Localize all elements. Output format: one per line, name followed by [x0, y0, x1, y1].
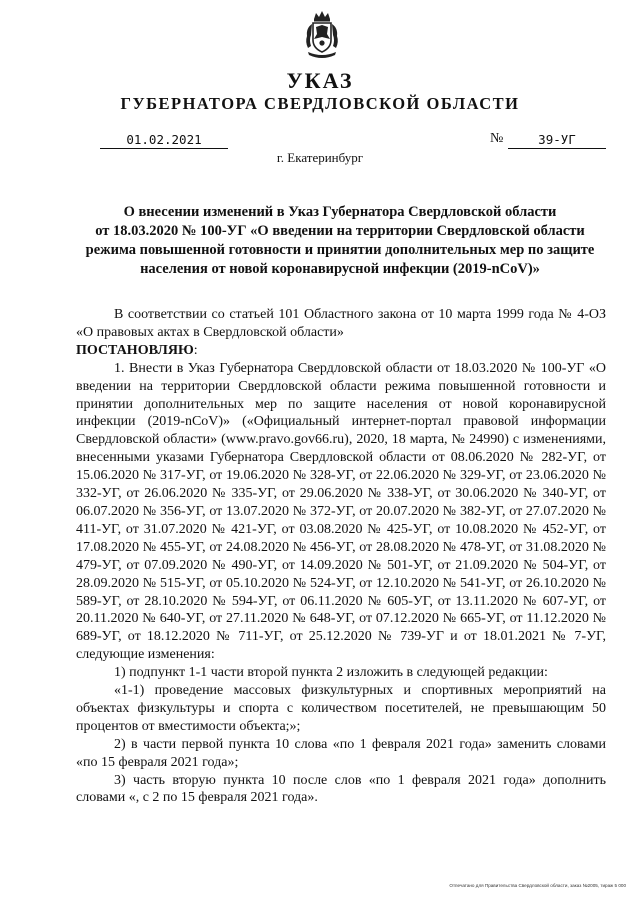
document-type-title: УКАЗ	[286, 68, 354, 93]
subitem-2-paragraph: 2) в части первой пункта 10 слова «по 1 февраля 2021 года» заменить словами «по 15 февраля 2021 года»;	[76, 736, 606, 770]
decree-colon: :	[193, 342, 198, 358]
decree-date: 01.02.2021	[100, 132, 228, 149]
decree-line	[76, 342, 606, 360]
decree-heading	[70, 203, 610, 279]
coat-of-arms-emblem	[302, 10, 342, 62]
heading-line: населения от новой коронавирусной инфекции (2019-nCoV)»	[140, 261, 540, 277]
city-name: г. Екатеринбург	[276, 150, 364, 165]
decree-body	[76, 306, 606, 807]
number-label: №	[490, 131, 504, 146]
subitem-1-quote: «1-1) проведение массовых физкультурных и спортивных мероприятий на объектах физкультуры и спорта с количеством посетителей, не превышающим 50 процентов от вместимости объекта;»;	[76, 683, 606, 734]
decree-number: 39-УГ	[508, 132, 606, 149]
decree-word: ПОСТАНОВЛЯЮ	[76, 342, 194, 358]
issuer-subtitle: ГУБЕРНАТОРА СВЕРДЛОВСКОЙ ОБЛАСТИ	[120, 94, 520, 113]
item-1-paragraph: 1. Внести в Указ Губернатора Свердловской области от 18.03.2020 № 100-УГ «О введении на территории Свердловской области режима повышенной готовности и принятии дополнительных мер по защите населения от новой коронавирусной инфекции (2019-nCoV)» («Официальный интернет-портал правовой информации Свердловской области» (www.pravo.gov66.ru), 2020, 18 марта, № 24990) с изменениями, внесенными указами Губернатора Свердловской области от 08.06.2020 № 282-УГ, от 15.06.2020 № 317-УГ, от 19.06.2020 № 328-УГ, от 22.06.2020 № 329-УГ, от 23.06.2020 № 332-УГ, от 26.06.2020 № 335-УГ, от 29.06.2020 № 338-УГ, от 30.06.2020 № 340-УГ, от 06.07.2020 № 356-УГ, от 13.07.2020 № 372-УГ, от 20.07.2020 № 382-УГ, от 27.07.2020 № 411-УГ, от 31.07.2020 № 421-УГ, от 03.08.2020 № 425-УГ, от 10.08.2020 № 452-УГ, от 17.08.2020 № 455-УГ, от 24.08.2020 № 456-УГ, от 28.08.2020 № 478-УГ, от 31.08.2020 № 479-УГ, от 07.09.2020 № 490-УГ, от 14.09.2020 № 501-УГ, от 21.09.2020 № 504-УГ, от 28.09.2020 № 515-УГ, от 05.10.2020 № 524-УГ, от 12.10.2020 № 541-УГ, от 26.10.2020 № 589-УГ, от 28.10.2020 № 594-УГ, от 06.11.2020 № 605-УГ, от 13.11.2020 № 607-УГ, от 20.11.2020 № 640-УГ, от 27.11.2020 № 648-УГ, от 07.12.2020 № 665-УГ, от 11.12.2020 № 689-УГ, от 18.12.2020 № 711-УГ, от 25.12.2020 № 739-УГ и от 18.01.2021 № 7-УГ, следующие изменения:	[76, 360, 606, 663]
heading-line: режима повышенной готовности и принятии дополнительных мер по защите	[85, 242, 595, 258]
print-footer: Отпечатано для Правительства Свердловской области, заказ №2005, тираж 5 000	[449, 883, 626, 888]
intro-paragraph: В соответствии со статьей 101 Областного закона от 10 марта 1999 года № 4-ОЗ «О правовых актах в Свердловской области»	[76, 307, 606, 340]
subitem-1-paragraph: 1) подпункт 1-1 части второй пункта 2 изложить в следующей редакции:	[114, 665, 548, 681]
heading-line: от 18.03.2020 № 100-УГ «О введении на территории Свердловской области	[95, 223, 585, 239]
heading-line: О внесении изменений в Указ Губернатора Свердловской области	[123, 204, 557, 220]
coat-of-arms-icon	[302, 10, 342, 62]
subitem-3-paragraph: 3) часть вторую пункта 10 после слов «по 1 февраля 2021 года» дополнить словами «, с 2 по 15 февраля 2021 года».	[76, 772, 606, 806]
